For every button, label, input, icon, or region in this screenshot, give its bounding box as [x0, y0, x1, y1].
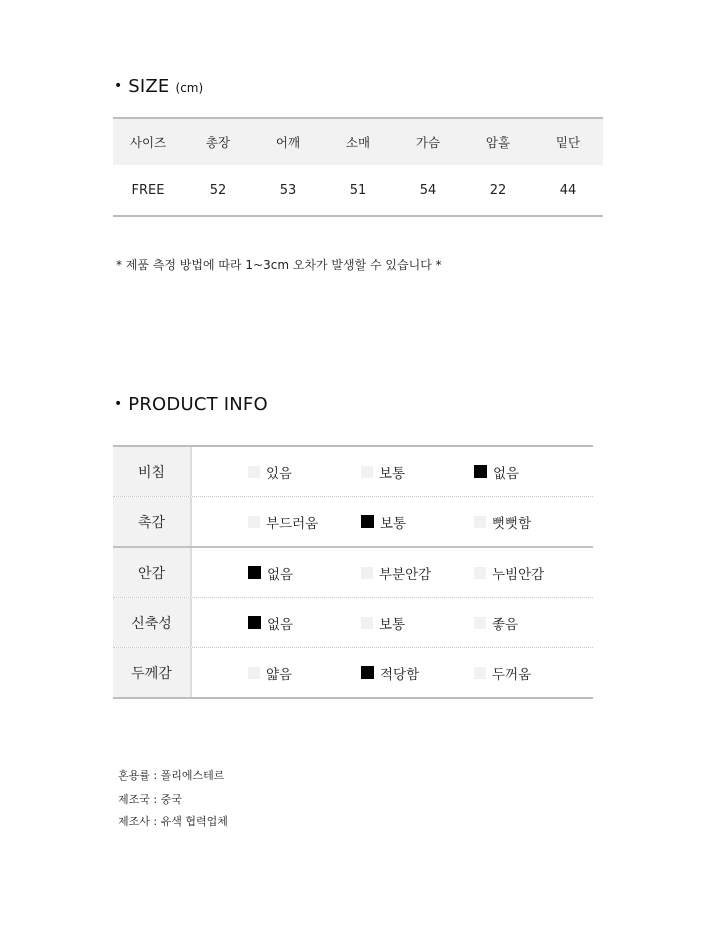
checked-box-icon [248, 616, 261, 629]
option-label: 두꺼움 [492, 666, 532, 683]
info-row-lining [113, 548, 593, 598]
size-value-cell: FREE [131, 182, 165, 198]
size-header-cell: 밑단 [555, 135, 581, 150]
size-header-cell: 가슴 [415, 135, 441, 150]
info-section-title [114, 394, 268, 415]
size-value-cell: 44 [559, 182, 577, 198]
info-row-stretch [113, 598, 593, 648]
size-bullet: • [114, 78, 123, 94]
checkbox-icon [474, 567, 486, 579]
size-section-title [114, 76, 203, 97]
checkbox-icon [474, 516, 486, 528]
option-label: 누빔안감 [492, 566, 545, 583]
material-composition: 혼용률 : 폴리에스테르 [118, 769, 225, 782]
info-row-texture [113, 497, 593, 548]
info-label: 두께감 [113, 648, 192, 697]
info-options [192, 598, 593, 647]
info-row-thickness [113, 648, 593, 697]
checkbox-icon [361, 466, 373, 478]
option-label: 없음 [267, 566, 294, 583]
option-label: 보통 [379, 616, 406, 633]
size-value-cell: 22 [489, 182, 507, 198]
option [361, 563, 474, 583]
size-table [113, 117, 603, 217]
size-value-cell: 54 [419, 182, 437, 198]
option-label: 없음 [493, 465, 520, 482]
measurement-note: * 제품 측정 방법에 따라 1~3cm 오차가 발생할 수 있습니다 * [116, 258, 442, 272]
product-info-table [113, 445, 593, 699]
option [361, 512, 474, 532]
option [474, 663, 587, 683]
option-label: 적당함 [380, 666, 420, 683]
checkbox-icon [248, 466, 260, 478]
option-label: 보통 [380, 515, 407, 532]
size-header-cell: 암홀 [485, 135, 511, 150]
size-header-cell: 사이즈 [129, 135, 167, 150]
option [248, 462, 361, 482]
size-table-row [113, 165, 603, 215]
info-bullet: • [114, 396, 123, 412]
info-row-sheerness [113, 447, 593, 497]
option-label: 없음 [267, 616, 294, 633]
option-label: 부드러움 [266, 515, 319, 532]
size-header-cell: 소매 [345, 135, 371, 150]
info-label: 신축성 [113, 598, 192, 647]
option-label: 얇음 [266, 666, 293, 683]
size-value-cell: 53 [279, 182, 297, 198]
info-title: PRODUCT INFO [128, 394, 268, 415]
info-options [192, 447, 593, 496]
size-table-header [113, 119, 603, 165]
option [248, 512, 361, 532]
checked-box-icon [361, 666, 374, 679]
option [474, 512, 587, 532]
checkbox-icon [248, 516, 260, 528]
option [361, 663, 474, 683]
checked-box-icon [474, 465, 487, 478]
option [248, 663, 361, 683]
size-value-cell: 52 [209, 182, 227, 198]
option [361, 613, 474, 633]
size-unit: (cm) [175, 81, 204, 95]
option [248, 563, 361, 583]
checkbox-icon [474, 667, 486, 679]
option [474, 613, 587, 633]
option-label: 좋음 [492, 616, 519, 633]
checkbox-icon [248, 667, 260, 679]
option-label: 부분안감 [379, 566, 432, 583]
checkbox-icon [361, 567, 373, 579]
info-label: 촉감 [113, 497, 192, 546]
option [474, 563, 587, 583]
info-options [192, 497, 593, 546]
info-options [192, 648, 593, 697]
size-value-cell: 51 [349, 182, 367, 198]
option [361, 462, 474, 482]
option-label: 있음 [266, 465, 293, 482]
size-header-cell: 총장 [205, 135, 231, 150]
checked-box-icon [361, 515, 374, 528]
option [248, 613, 361, 633]
checked-box-icon [248, 566, 261, 579]
checkbox-icon [474, 617, 486, 629]
material-manufacturer: 제조사 : 유색 협력업체 [118, 815, 228, 828]
info-label: 비침 [113, 447, 192, 496]
info-options [192, 548, 593, 597]
option [474, 462, 587, 482]
option-label: 뻣뻣함 [492, 515, 532, 532]
size-title: SIZE [128, 76, 170, 97]
size-header-cell: 어깨 [275, 135, 301, 150]
checkbox-icon [361, 617, 373, 629]
option-label: 보통 [379, 465, 406, 482]
material-country: 제조국 : 중국 [118, 793, 182, 806]
info-label: 안감 [113, 548, 192, 597]
